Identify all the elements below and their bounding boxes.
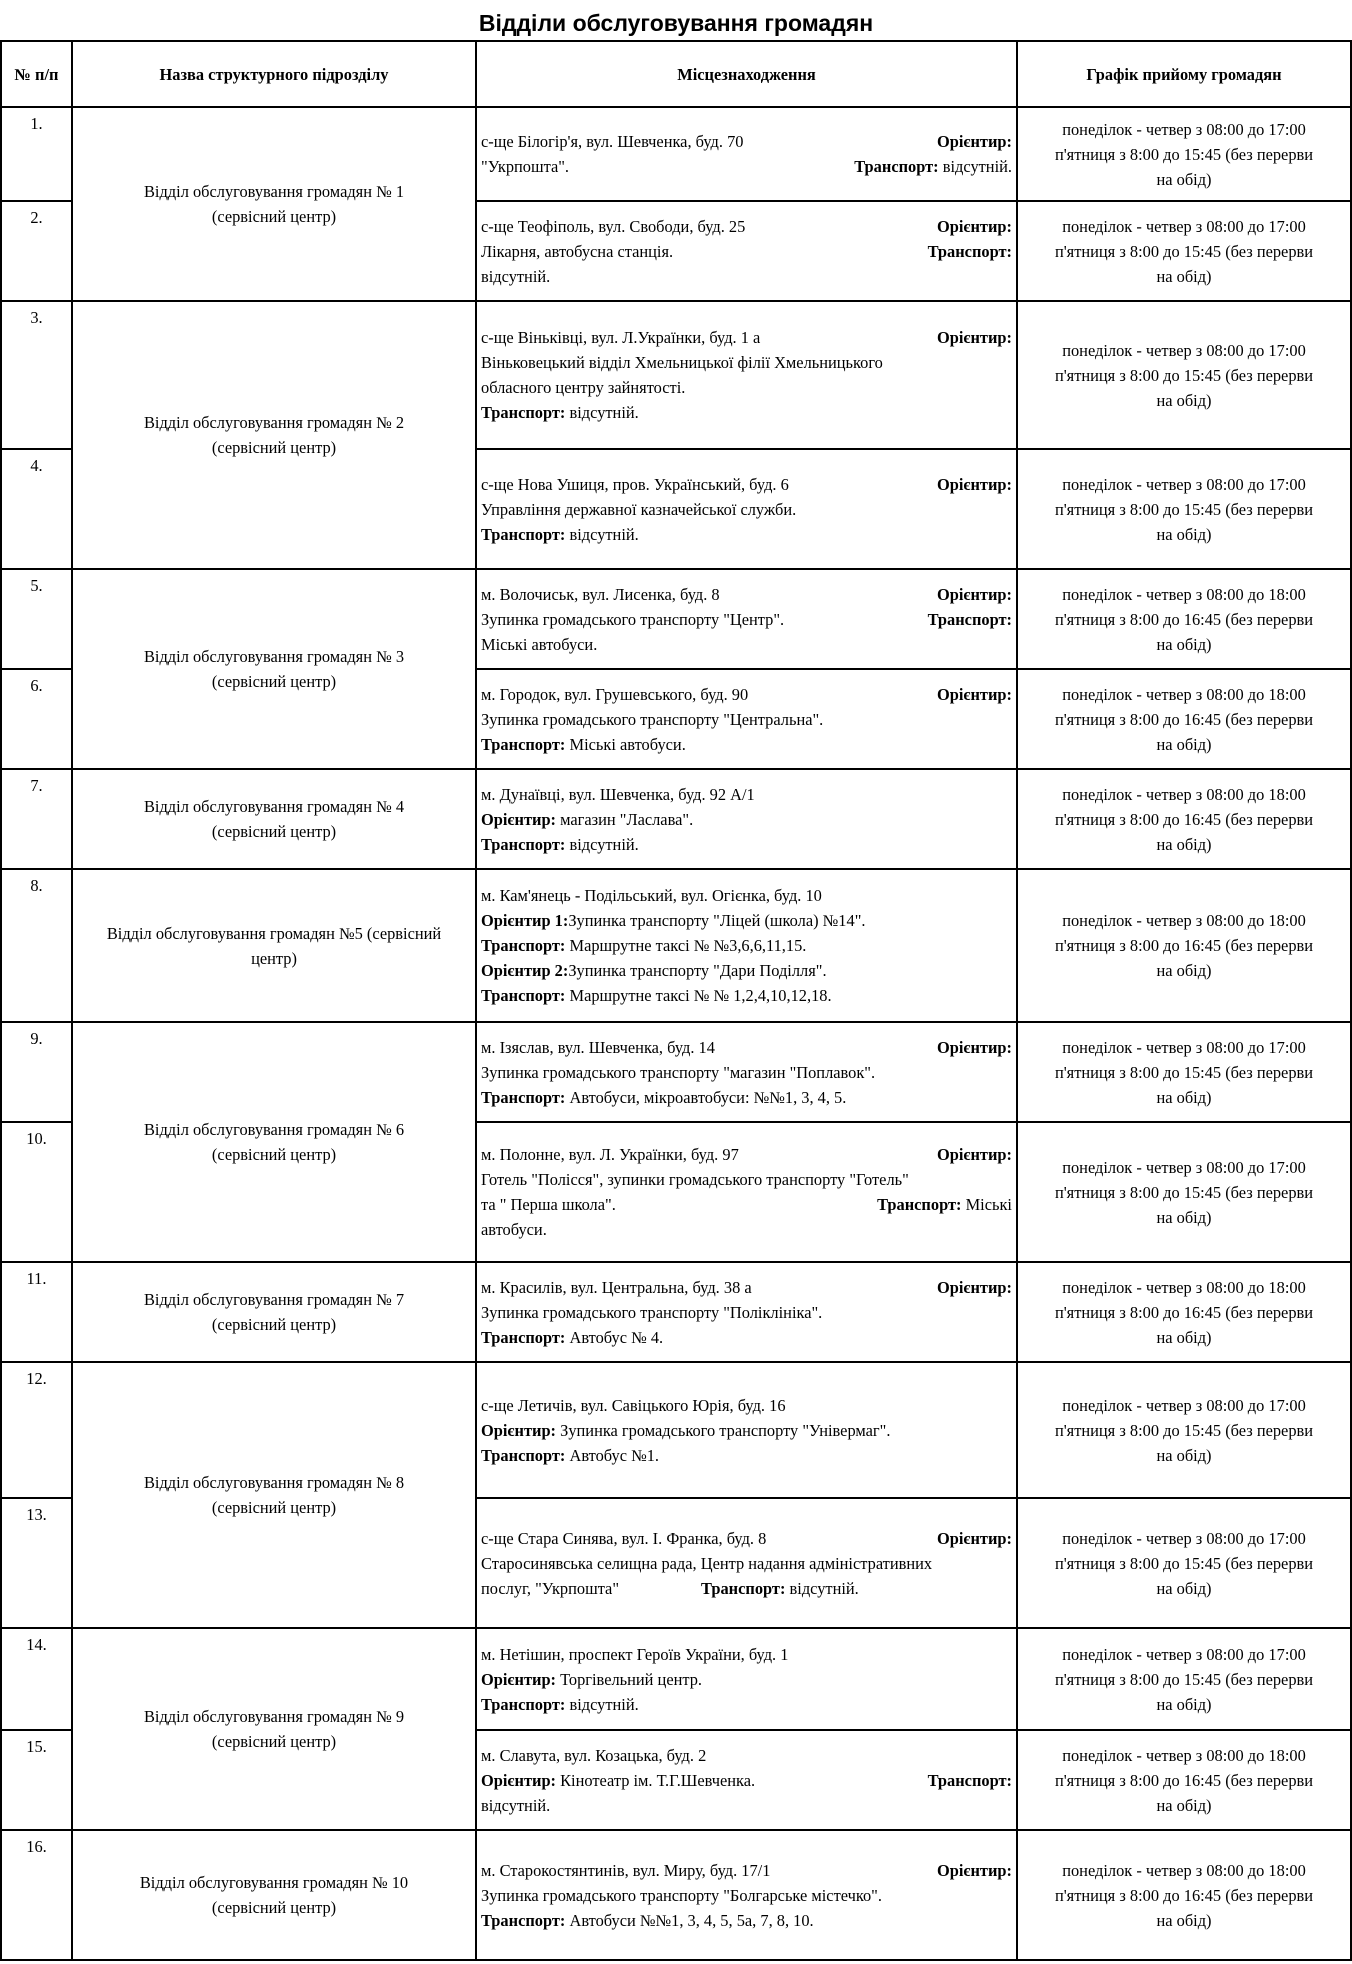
- header-name: Назва структурного підрозділу: [72, 41, 476, 107]
- schedule-cell: понеділок - четвер з 08:00 до 18:00 п'ятниця з 8:00 до 16:45 (без перерви на обід): [1017, 869, 1351, 1022]
- location-cell: с-ще Летичів, вул. Савіцького Юрія, буд. 16 Орієнтир: Зупинка громадського транспорту "Універмаг". Транспорт: Автобус №1.: [476, 1362, 1017, 1498]
- schedule-cell: понеділок - четвер з 08:00 до 17:00 п'ятниця з 8:00 до 15:45 (без перерви на обід): [1017, 449, 1351, 569]
- schedule-cell: понеділок - четвер з 08:00 до 18:00 п'ятниця з 8:00 до 16:45 (без перерви на обід): [1017, 569, 1351, 669]
- schedule-cell: понеділок - четвер з 08:00 до 17:00 п'ятниця з 8:00 до 15:45 (без перерви на обід): [1017, 301, 1351, 449]
- header-num: № п/п: [1, 41, 72, 107]
- schedule-cell: понеділок - четвер з 08:00 до 17:00 п'ятниця з 8:00 до 15:45 (без перерви на обід): [1017, 1628, 1351, 1730]
- page-title: Відділи обслуговування громадян: [478, 10, 874, 36]
- header-location: Місцезнаходження: [476, 41, 1017, 107]
- department-name: Відділ обслуговування громадян № 2 (сервісний центр): [72, 301, 476, 569]
- schedule-cell: понеділок - четвер з 08:00 до 17:00 п'ятниця з 8:00 до 15:45 (без перерви на обід): [1017, 1122, 1351, 1262]
- location-cell: м. Волочиськ, вул. Лисенка, буд. 8 Орієнтир: Зупинка громадського транспорту "Центр". Транспорт: Міські автобуси.: [476, 569, 1017, 669]
- row-number: 10.: [1, 1122, 72, 1262]
- department-name: Відділ обслуговування громадян № 8 (сервісний центр): [72, 1362, 476, 1628]
- location-cell: м. Полонне, вул. Л. Українки, буд. 97 Орієнтир: Готель "Полісся", зупинки громадського транспорту "Готель" та " Перша школа". Транспорт: Міські автобуси.: [476, 1122, 1017, 1262]
- department-name: Відділ обслуговування громадян № 10 (сервісний центр): [72, 1830, 476, 1960]
- schedule-cell: понеділок - четвер з 08:00 до 17:00 п'ятниця з 8:00 до 15:45 (без перерви на обід): [1017, 1498, 1351, 1628]
- schedule-cell: понеділок - четвер з 08:00 до 17:00 п'ятниця з 8:00 до 15:45 (без перерви на обід): [1017, 201, 1351, 301]
- department-name: Відділ обслуговування громадян № 1 (сервісний центр): [72, 107, 476, 301]
- table-row: [1, 107, 1351, 201]
- table-row: [1, 1022, 1351, 1122]
- departments-table: [0, 40, 1352, 1961]
- table-header-row: [1, 41, 1351, 107]
- schedule-cell: понеділок - четвер з 08:00 до 17:00 п'ятниця з 8:00 до 15:45 (без перерви на обід): [1017, 1362, 1351, 1498]
- location-cell: с-ще Нова Ушиця, пров. Український, буд. 6 Орієнтир: Управління державної казначейської служби. Транспорт: відсутній.: [476, 449, 1017, 569]
- department-name: Відділ обслуговування громадян № 6 (сервісний центр): [72, 1022, 476, 1262]
- location-cell: м. Нетішин, проспект Героїв України, буд. 1 Орієнтир: Торгівельний центр. Транспорт: відсутній.: [476, 1628, 1017, 1730]
- row-number: 14.: [1, 1628, 72, 1730]
- row-number: 2.: [1, 201, 72, 301]
- location-cell: с-ще Теофіполь, вул. Свободи, буд. 25 Орієнтир: Лікарня, автобусна станція. Транспорт: відсутній.: [476, 201, 1017, 301]
- schedule-cell: понеділок - четвер з 08:00 до 17:00 п'ятниця з 8:00 до 15:45 (без перерви на обід): [1017, 1022, 1351, 1122]
- location-cell: м. Дунаївці, вул. Шевченка, буд. 92 А/1 Орієнтир: магазин "Ласлава". Транспорт: відсутній.: [476, 769, 1017, 869]
- row-number: 4.: [1, 449, 72, 569]
- schedule-cell: понеділок - четвер з 08:00 до 18:00 п'ятниця з 8:00 до 16:45 (без перерви на обід): [1017, 1830, 1351, 1960]
- row-number: 11.: [1, 1262, 72, 1362]
- table-row: [1, 869, 1351, 1022]
- location-cell: м. Красилів, вул. Центральна, буд. 38 а Орієнтир: Зупинка громадського транспорту "Поліклініка". Транспорт: Автобус № 4.: [476, 1262, 1017, 1362]
- department-name: Відділ обслуговування громадян №5 (сервісний центр): [72, 869, 476, 1022]
- row-number: 3.: [1, 301, 72, 449]
- location-cell: м. Ізяслав, вул. Шевченка, буд. 14 Орієнтир: Зупинка громадського транспорту "магазин "Поплавок". Транспорт: Автобуси, мікроавтобуси: №№1, 3, 4, 5.: [476, 1022, 1017, 1122]
- department-name: Відділ обслуговування громадян № 9 (сервісний центр): [72, 1628, 476, 1830]
- location-cell: с-ще Білогір'я, вул. Шевченка, буд. 70 Орієнтир: "Укрпошта". Транспорт: відсутній.: [476, 107, 1017, 201]
- schedule-cell: понеділок - четвер з 08:00 до 18:00 п'ятниця з 8:00 до 16:45 (без перерви на обід): [1017, 669, 1351, 769]
- row-number: 8.: [1, 869, 72, 1022]
- location-cell: м. Кам'янець - Подільський, вул. Огієнка, буд. 10 Орієнтир 1:Зупинка транспорту "Ліцей (школа) №14". Транспорт: Маршрутне таксі № №3,6,6,11,15. Орієнтир 2:Зупинка транспорту "Дари Поділля". Транспорт: Маршрутне таксі № № 1,2,4,10,12,18.: [476, 869, 1017, 1022]
- department-name: Відділ обслуговування громадян № 7 (сервісний центр): [72, 1262, 476, 1362]
- row-number: 6.: [1, 669, 72, 769]
- row-number: 15.: [1, 1730, 72, 1830]
- schedule-cell: понеділок - четвер з 08:00 до 18:00 п'ятниця з 8:00 до 16:45 (без перерви на обід): [1017, 1262, 1351, 1362]
- schedule-cell: понеділок - четвер з 08:00 до 17:00 п'ятниця з 8:00 до 15:45 (без перерви на обід): [1017, 107, 1351, 201]
- table-row: [1, 1628, 1351, 1730]
- row-number: 1.: [1, 107, 72, 201]
- table-row: [1, 1262, 1351, 1362]
- row-number: 7.: [1, 769, 72, 869]
- department-name: Відділ обслуговування громадян № 3 (сервісний центр): [72, 569, 476, 769]
- row-number: 13.: [1, 1498, 72, 1628]
- location-cell: с-ще Віньківці, вул. Л.Українки, буд. 1 а Орієнтир: Віньковецький відділ Хмельницької філії Хмельницького обласного центру зайнятості. Транспорт: відсутній.: [476, 301, 1017, 449]
- schedule-cell: понеділок - четвер з 08:00 до 18:00 п'ятниця з 8:00 до 16:45 (без перерви на обід): [1017, 1730, 1351, 1830]
- location-cell: с-ще Стара Синява, вул. І. Франка, буд. 8 Орієнтир: Старосинявська селищна рада, Центр надання адміністративних послуг, "Укрпошта" Транспорт: відсутній.: [476, 1498, 1017, 1628]
- location-cell: м. Старокостянтинів, вул. Миру, буд. 17/1 Орієнтир: Зупинка громадського транспорту "Болгарське містечко". Транспорт: Автобуси №№1, 3, 4, 5, 5а, 7, 8, 10.: [476, 1830, 1017, 1960]
- table-row: [1, 301, 1351, 449]
- row-number: 5.: [1, 569, 72, 669]
- table-row: [1, 1830, 1351, 1960]
- header-schedule: Графік прийому громадян: [1017, 41, 1351, 107]
- row-number: 9.: [1, 1022, 72, 1122]
- department-name: Відділ обслуговування громадян № 4 (сервісний центр): [72, 769, 476, 869]
- table-row: [1, 769, 1351, 869]
- schedule-cell: понеділок - четвер з 08:00 до 18:00 п'ятниця з 8:00 до 16:45 (без перерви на обід): [1017, 769, 1351, 869]
- row-number: 12.: [1, 1362, 72, 1498]
- table-row: [1, 569, 1351, 669]
- location-cell: м. Городок, вул. Грушевського, буд. 90 Орієнтир: Зупинка громадського транспорту "Центральна". Транспорт: Міські автобуси.: [476, 669, 1017, 769]
- row-number: 16.: [1, 1830, 72, 1960]
- table-row: [1, 1362, 1351, 1498]
- location-cell: м. Славута, вул. Козацька, буд. 2 Орієнтир: Кінотеатр ім. Т.Г.Шевченка. Транспорт: відсутній.: [476, 1730, 1017, 1830]
